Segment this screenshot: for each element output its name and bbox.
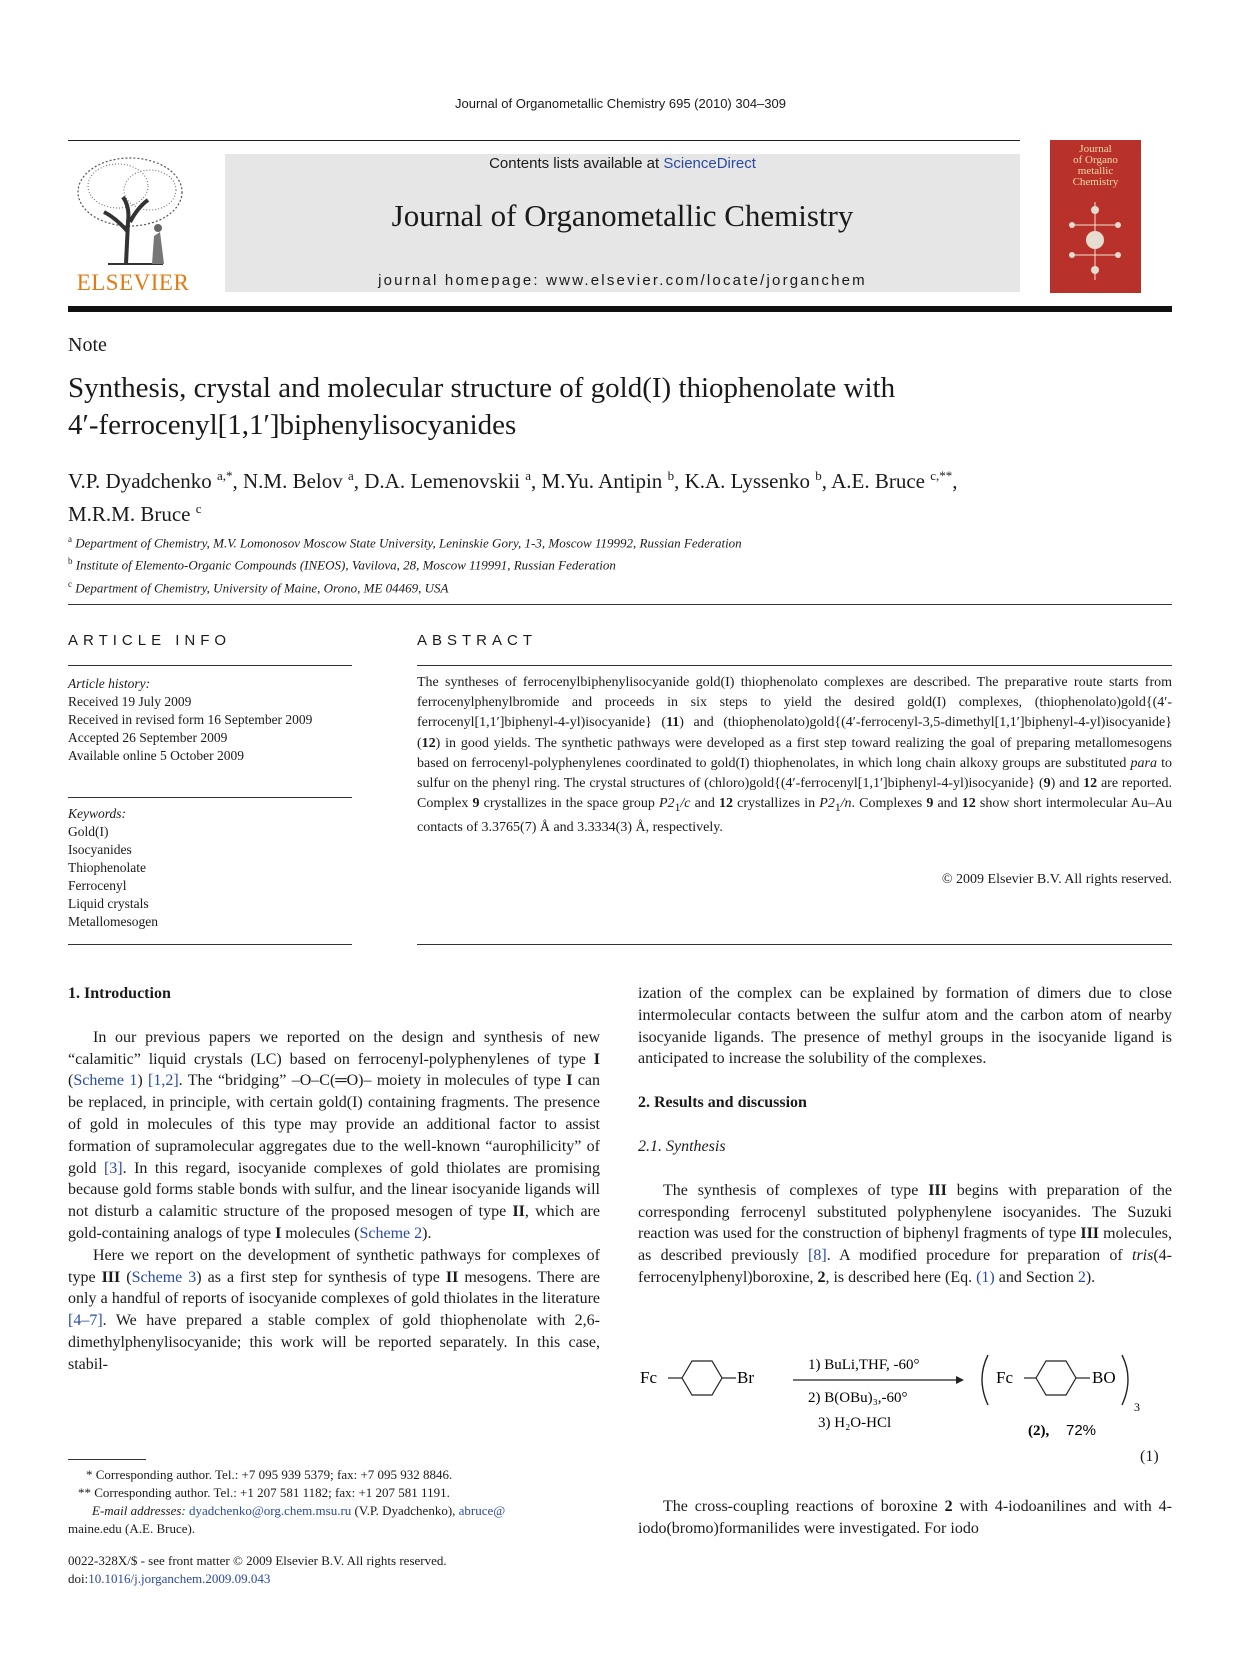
keyword: Liquid crystals xyxy=(68,896,149,911)
keyword: Gold(I) xyxy=(68,824,109,839)
fc-label: Fc xyxy=(640,1368,657,1387)
email-continued: maine.edu (A.E. Bruce). xyxy=(68,1521,196,1536)
front-matter-note xyxy=(68,1552,600,1588)
scheme-link[interactable]: Scheme 2 xyxy=(359,1224,423,1242)
paragraph: The cross-coupling reactions of boroxine 2 with 4-iodoanilines and with 4-iodo(bromo)formanilides were investigated. For iodo xyxy=(638,1498,1173,1537)
footnotes xyxy=(68,1466,600,1538)
cover-text-line: metallic xyxy=(1077,165,1114,177)
doi-line: doi:10.1016/j.jorganchem.2009.09.043 xyxy=(68,1571,271,1586)
paragraph: The synthesis of complexes of type III begins with preparation of the corresponding ferrocenyl substituted polyphenylene isocyanides. The Suzuki reaction was used for the construction of biphenyl fragments of type III molecules, as described previously [8]. A modified procedure for preparation of tris(4-ferrocenylphenyl)boroxine, 2, is described here (Eq. (1) and Section 2). xyxy=(638,1181,1173,1286)
abstract-heading: ABSTRACT xyxy=(417,632,538,649)
reference-link[interactable]: [3] xyxy=(103,1159,123,1177)
body-right-column-bottom xyxy=(638,1496,1172,1540)
info-rule xyxy=(68,797,352,798)
section-heading: 1. Introduction xyxy=(68,985,171,1002)
author[interactable]: N.M. Belov $^a$ xyxy=(242,468,354,493)
journal-cover-thumbnail xyxy=(1050,140,1141,293)
keyword: Metallomesogen xyxy=(68,914,158,929)
author[interactable]: K.A. Lyssenko $^b$ xyxy=(684,468,822,493)
benzene-ring-icon xyxy=(682,1361,722,1395)
product-yield: 72% xyxy=(1066,1422,1097,1439)
keywords xyxy=(68,805,352,931)
journal-citation: Journal of Organometallic Chemistry 695 (2010) 304–309 xyxy=(455,96,786,111)
affiliation: $^a$ Department of Chemistry, M.V. Lomonosov Moscow State University, Leninskie Gory, 1-3, Moscow 119992, Russian Federation xyxy=(68,534,742,551)
scheme-link[interactable]: Scheme 1 xyxy=(73,1072,138,1090)
section-link[interactable]: 2 xyxy=(1077,1268,1086,1286)
title-line: Synthesis, crystal and molecular structure of gold(I) thiophenolate with xyxy=(68,372,896,404)
abstract-rule xyxy=(417,944,1172,945)
info-rule xyxy=(68,944,352,945)
author[interactable]: M.Yu. Antipin $^b$ xyxy=(541,468,675,493)
title-line: 4′-ferrocenyl[1,1′]biphenylisocyanides xyxy=(68,409,517,441)
affiliation: $^b$ Institute of Elemento-Organic Compounds (INEOS), Vavilova, 28, Moscow 119991, Russian Federation xyxy=(68,556,616,573)
author[interactable]: D.A. Lemenovskii $^a$ xyxy=(364,468,532,493)
contents-prefix: Contents lists available at xyxy=(489,155,664,172)
fc-label: Fc xyxy=(996,1368,1013,1387)
elsevier-tree-icon xyxy=(68,152,198,272)
cover-text-line: Journal xyxy=(1079,143,1112,155)
body-right-column xyxy=(638,983,1172,1289)
journal-name: Journal of Organometallic Chemistry xyxy=(391,198,854,233)
email-link[interactable]: abruce@ xyxy=(458,1503,506,1518)
keyword: Isocyanides xyxy=(68,842,132,857)
contents-line xyxy=(225,155,1020,172)
info-rule xyxy=(68,665,352,666)
equation-number: (1) xyxy=(1140,1448,1159,1465)
keyword: Thiophenolate xyxy=(68,860,146,875)
footnote: ** Corresponding author. Tel.: +1 207 581 1182; fax: +1 207 581 1191. xyxy=(78,1485,450,1500)
header-rule xyxy=(68,140,1020,141)
reference-link[interactable]: [1,2] xyxy=(148,1072,179,1090)
email-addresses: E-mail addresses: dyadchenko@org.chem.msu.ru (V.P. Dyadchenko), abruce@ xyxy=(92,1503,506,1518)
footnote-rule xyxy=(68,1459,146,1460)
history-item: Available online 5 October 2009 xyxy=(68,748,244,763)
cover-text-line: Chemistry xyxy=(1072,176,1119,188)
paragraph: ization of the complex can be explained by formation of dimers due to close intermolecular contacts between the sulfur atom and the carbon atom of nearby isocyanide ligands. The presence of methyl groups in the isocyanide ligand is anticipated to increase the solubility of the complexes. xyxy=(638,985,1172,1068)
history-item: Received in revised form 16 September 2009 xyxy=(68,712,313,727)
article-type: Note xyxy=(68,334,107,356)
reaction-scheme xyxy=(638,1349,1172,1449)
author[interactable]: V.P. Dyadchenko $^{a,*}$ xyxy=(68,468,233,493)
equation-link[interactable]: (1) xyxy=(976,1268,995,1286)
article-info-heading: ARTICLE INFO xyxy=(68,632,232,649)
history-item: Accepted 26 September 2009 xyxy=(68,730,228,745)
footnote: * Corresponding author. Tel.: +7 095 939 5379; fax: +7 095 932 8846. xyxy=(86,1467,453,1482)
email-link[interactable]: dyadchenko@org.chem.msu.ru xyxy=(189,1503,352,1518)
abstract-copyright: © 2009 Elsevier B.V. All rights reserved. xyxy=(941,872,1172,887)
journal-homepage[interactable]: journal homepage: www.elsevier.com/locate/jorganchem xyxy=(378,272,867,289)
equation-1 xyxy=(638,1349,1172,1449)
paragraph: Here we report on the development of synthetic pathways for complexes of type III (Scheme 3) as a first step for synthesis of type II mesogens. There are only a handful of reports of isocyanide complexes of gold thiolates in the literature [4–7]. We have prepared a stable complex of gold thiophenolate with 2,6-dimethylphenylisocyanide; this work will be reported separately. In this case, stabil- xyxy=(68,1246,601,1373)
affiliation: $^c$ Department of Chemistry, University of Maine, Orono, ME 04469, USA xyxy=(68,578,449,595)
paragraph: In our previous papers we reported on the design and synthesis of new “calamitic” liquid crystals (LC) based on ferrocenyl-polyphenylenes of type I (Scheme 1) [1,2]. The “bridging” –O–C(═O)– moiety in molecules of type I can be replaced, in principle, with certain gold(I) containing fragments. The presence of gold in molecules of this type may provide an additional factor to assist formation of supramolecular aggregates due to the well-known “aurophilicity” of gold [3]. In this regard, isocyanide complexes of gold thiolates are promising because gold forms stable bonds with sulfur, and the linear isocyanide ligands will not disturb a calamitic structure of the proposed mesogen of type II, which are gold-containing analogs of type I molecules (Scheme 2). xyxy=(68,1028,601,1242)
br-label: Br xyxy=(737,1368,754,1387)
sciencedirect-link[interactable]: ScienceDirect xyxy=(663,155,756,172)
product-label: (2), xyxy=(1028,1423,1050,1439)
product-subscript: 3 xyxy=(1134,1400,1140,1414)
section-rule xyxy=(68,604,1172,605)
reaction-step: 1) BuLi,THF, -60° xyxy=(808,1357,920,1373)
reaction-step: 3) H₂O-HCl xyxy=(818,1415,892,1431)
abstract-text: The syntheses of ferrocenylbiphenylisocyanide gold(I) thiophenolato complexes are described. The preparative route starts from ferrocenylphenylbromide and proceeds in six steps to yield the desired gold(I) complexes, (thiophenolato)gold{(4′-ferrocenyl[1,1′]biphenyl-4-yl)isocyanide} (11) and (thiophenolato)gold{(4′-ferrocenyl-3,5-dimethyl[1,1′]biphenyl-4-yl)isocyanide} (12) in good yields. The synthetic pathways were developed as a first step toward realizing the goal of preparing metallomesogens based on ferrocenyl-polyphenylenes coordinated to gold(I) thiophenolates, in which long chain alkoxy groups are substituted para to sulfur on the phenyl ring. The crystal structures of (chloro)gold{(4′-ferrocenyl[1,1′]biphenyl-4-yl)isocyanide} (9) and 12 are reported. Complex 9 crystallizes in the space group $P2_1/c$ and 12 crystallizes in $P2_1/n$. Complexes 9 and 12 show short intermolecular Au–Au contacts of 3.3765(7) Å and 3.3334(3) Å, respectively. xyxy=(417,675,1173,836)
elsevier-wordmark: ELSEVIER xyxy=(76,270,190,295)
reaction-step: 2) B(OBu)₃,-60° xyxy=(808,1390,908,1406)
header-thick-rule xyxy=(68,306,1172,312)
author[interactable]: A.E. Bruce $^{c,**}$ xyxy=(831,468,953,493)
author[interactable]: M.R.M. Bruce $^c$ xyxy=(68,501,202,526)
subsection-heading: 2.1. Synthesis xyxy=(638,1137,726,1155)
article-history xyxy=(68,675,352,765)
section-heading: 2. Results and discussion xyxy=(638,1094,807,1112)
history-item: Received 19 July 2009 xyxy=(68,694,192,709)
benzene-ring-icon xyxy=(1036,1361,1076,1395)
scheme-link[interactable]: Scheme 3 xyxy=(131,1268,197,1286)
affiliations xyxy=(68,530,1172,597)
reference-link[interactable]: [4–7] xyxy=(68,1312,103,1330)
body-left-column xyxy=(68,983,600,1376)
keywords-label: Keywords: xyxy=(68,806,126,821)
history-label: Article history: xyxy=(68,676,151,691)
article-title xyxy=(68,370,1168,444)
cover-molecule-icon xyxy=(1050,140,1141,293)
doi-link[interactable]: 10.1016/j.jorganchem.2009.09.043 xyxy=(88,1571,271,1586)
bo-label: BO xyxy=(1092,1368,1116,1387)
reference-link[interactable]: [8] xyxy=(808,1247,827,1265)
issn-line: 0022-328X/$ - see front matter © 2009 Elsevier B.V. All rights reserved. xyxy=(68,1553,447,1568)
keyword: Ferrocenyl xyxy=(68,878,127,893)
author-list: V.P. Dyadchenko $^{a,*}$, N.M. Belov $^a$, D.A. Lemenovskii $^a$, M.Yu. Antipin $^b$, K.A. Lyssenko $^b$, A.E. Bruce $^{c,**}$, M.R.M. Bruce $^c$ xyxy=(68,468,958,526)
cover-text-line: of Organo xyxy=(1073,154,1118,166)
abstract-rule xyxy=(417,665,1172,666)
